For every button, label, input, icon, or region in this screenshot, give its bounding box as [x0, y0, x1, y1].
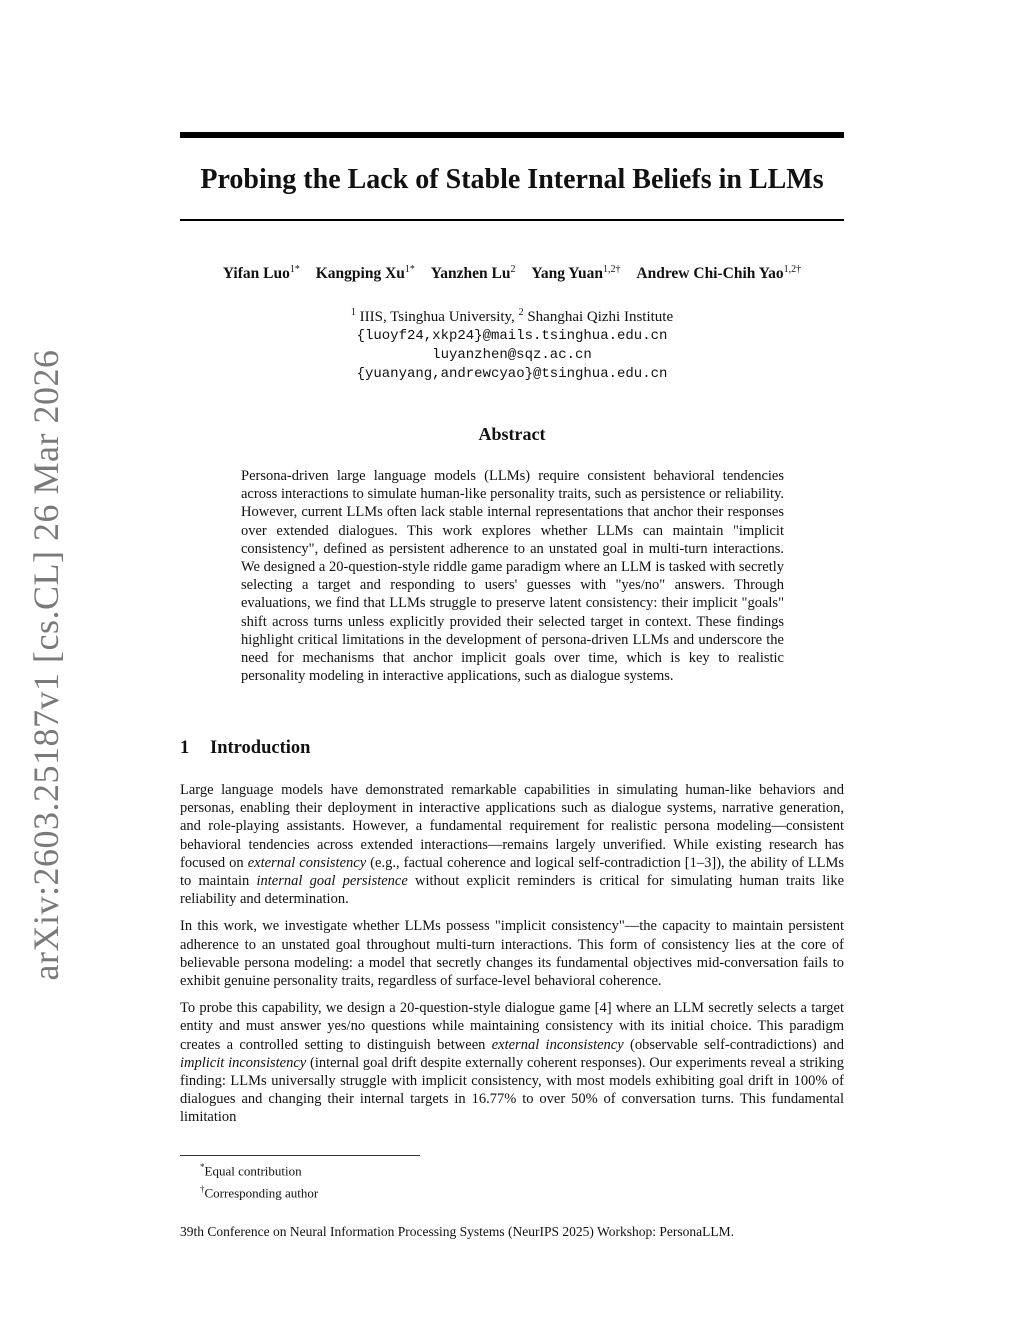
paragraph: Large language models have demonstrated remarkable capabilities in simulating human-like behaviors and personas, enabling their deployment in interactive applications such as dialogue systems, narrative generation, and role-playing assistants. However, a fundamental requirement for realistic persona modeling—consistent behavioral tendencies across extended interactions—remains largely unverified. While existing research has focused on external consistency (e.g., factual coherence and logical self-contradiction [1–3]), the ability of LLMs to maintain internal goal persistence without explicit reminders is critical for simulating human traits like reliability and determination.: [180, 782, 845, 908]
section-number: 1: [180, 738, 190, 758]
affiliations: [180, 303, 844, 384]
author: Yanzhen Lu$^2$: [430, 264, 516, 283]
paragraph: In this work, we investigate whether LLMs possess "implicit consistency"—the capacity to maintain persistent adherence to an unstated goal throughout multi-turn interactions. This form of consistency lies at the core of believable persona modeling: a model that secretly changes its fundamental objectives mid-conversation fails to exhibit genuine personality traits, regardless of surface-level behavioral coherence.: [180, 918, 844, 990]
section-title: Introduction: [210, 738, 311, 758]
author: Kangping $Xu^{1*}$: [315, 264, 415, 283]
title-top-rule: [180, 132, 844, 138]
footnote: †Corresponding author: [200, 1184, 319, 1201]
introduction-body: [180, 781, 844, 1136]
author-list: [150, 264, 874, 283]
email-line: {luoyf24,xkp24}@mails.tsinghua.edu.cn: [356, 328, 668, 344]
title-bottom-rule: [180, 219, 844, 221]
abstract-heading: Abstract: [478, 424, 546, 444]
footnote: *Equal contribution: [200, 1162, 302, 1179]
footnote-rule: [180, 1155, 420, 1156]
email-line: {yuanyang,andrewcyao}@tsinghua.edu.cn: [356, 366, 668, 382]
institution-line: $^1$ IIIS, Tsinghua University, $^2$ Shanghai Qizhi Institute: [350, 307, 674, 325]
author: Yifan Luo$^{1*}$: [222, 264, 300, 283]
paper-title: Probing the Lack of Stable Internal Beliefs in LLMs: [200, 164, 824, 195]
footnotes: [200, 1158, 318, 1203]
author: Andrew Chi-Chih Yao$^{1,2\dagger}$: [636, 264, 802, 283]
section-heading: [180, 738, 310, 759]
venue-note: 39th Conference on Neural Information Processing Systems (NeurIPS 2025) Workshop: PersonaLLM.: [180, 1224, 734, 1239]
paragraph: To probe this capability, we design a 20-question-style dialogue game [4] where an LLM secretly selects a target entity and must answer yes/no questions while maintaining consistency with its initial choice. This paradigm creates a controlled setting to distinguish between external inconsistency (observable self-contradictions) and implicit inconsistency (internal goal drift despite externally coherent responses). Our experiments reveal a striking finding: LLMs universally struggle with implicit consistency, with most models exhibiting goal drift in 100% of dialogues and changing their internal targets in 16.77% to over 50% of conversation turns. This fundamental limitation: [180, 1000, 845, 1126]
arxiv-stamp: arXiv:2603.25187v1 [cs.CL] 26 Mar 2026: [26, 349, 66, 981]
abstract-text: Persona-driven large language models (LLMs) require consistent behavioral tendencies across interactions to simulate human-like personality traits, such as persistence or reliability. However, current LLMs often lack stable internal representations that anchor their responses over extended dialogues. This work explores whether LLMs can maintain "implicit consistency", defined as persistent adherence to an unstated goal in multi-turn interactions. We designed a 20-question-style riddle game paradigm where an LLM is tasked with secretly selecting a target and responding to users' guesses with "yes/no" answers. Through evaluations, we find that LLMs struggle to preserve latent consistency: their implicit "goals" shift across turns unless explicitly provided their selected target in context. These findings highlight critical limitations in the development of persona-driven LLMs and underscore the need for mechanisms that anchor implicit goals over time, which is key to realistic personality modeling in interactive applications, such as dialogue systems.: [241, 468, 784, 685]
email-line: luyanzhen@sqz.ac.cn: [432, 347, 592, 363]
author: Yang Yuan$^{1,2\dagger}$: [531, 264, 621, 283]
